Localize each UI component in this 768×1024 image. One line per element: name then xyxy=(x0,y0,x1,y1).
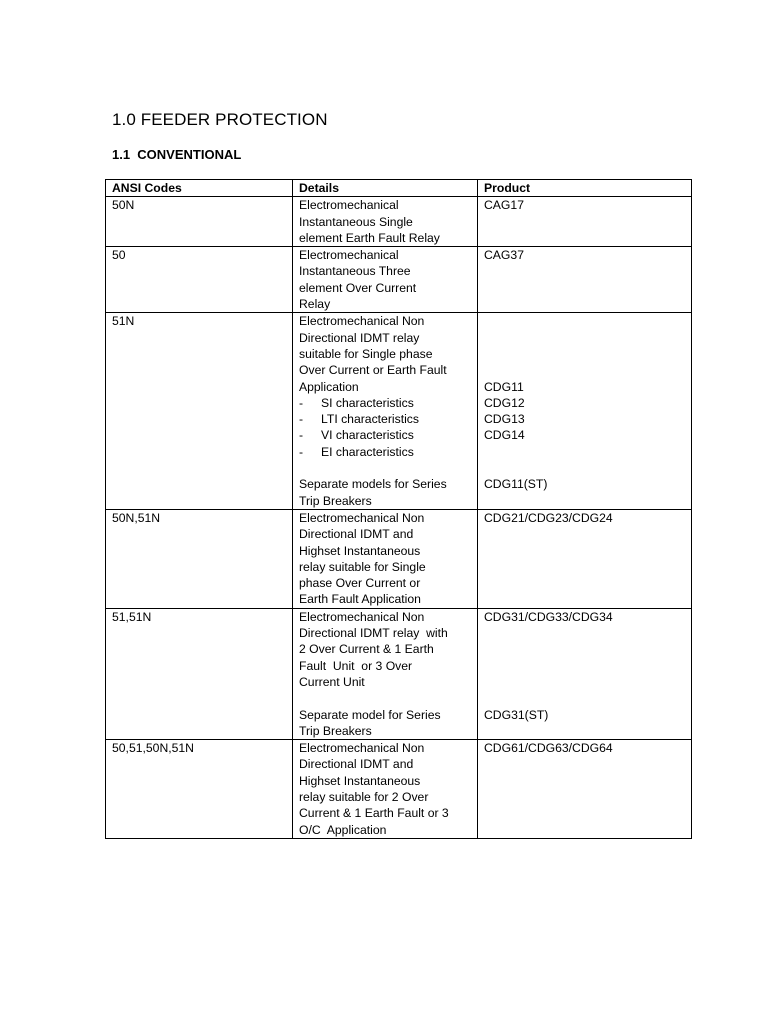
bullet-text: VI characteristics xyxy=(321,428,414,443)
details-line: O/C Application xyxy=(299,822,387,837)
details-line: suitable for Single phase xyxy=(299,346,433,361)
spacer xyxy=(484,444,686,460)
bullet-item xyxy=(299,411,472,427)
details-cell xyxy=(293,608,478,739)
product-cell xyxy=(478,247,692,313)
ansi-code-cell: 50 xyxy=(106,247,293,313)
bullet-item xyxy=(299,444,472,460)
product-name: CDG11(ST) xyxy=(484,477,548,492)
bullet-text: SI characteristics xyxy=(321,395,414,410)
table-row xyxy=(106,740,692,839)
note-line: Separate model for Series xyxy=(299,707,441,722)
details-line: relay suitable for Single xyxy=(299,559,426,574)
details-line: Application xyxy=(299,379,359,394)
details-line: Directional IDMT and xyxy=(299,757,414,772)
spacer xyxy=(484,625,686,641)
table-row xyxy=(106,197,692,247)
spacer xyxy=(299,460,472,476)
details-cell xyxy=(293,313,478,510)
details-line: Electromechanical Non xyxy=(299,741,425,756)
details-line: element Over Current xyxy=(299,280,417,295)
table-row xyxy=(106,247,692,313)
product-cell xyxy=(478,197,692,247)
details-line: Highset Instantaneous xyxy=(299,773,421,788)
product-name: CDG11 xyxy=(484,379,524,394)
product-name: CAG17 xyxy=(484,198,524,213)
details-line: Directional IDMT relay with xyxy=(299,626,448,641)
note-line: Trip Breakers xyxy=(299,723,372,738)
details-line: Electromechanical Non xyxy=(299,609,425,624)
bullet-text: EI characteristics xyxy=(321,444,414,459)
details-line: Over Current or Earth Fault xyxy=(299,363,447,378)
bullet-dash: - xyxy=(299,412,304,427)
details-line: Electromechanical Non xyxy=(299,314,425,329)
product-cell xyxy=(478,740,692,839)
product-name: CDG61/CDG63/CDG64 xyxy=(484,741,613,756)
details-line: Instantaneous Single xyxy=(299,214,413,229)
details-cell xyxy=(293,509,478,608)
table-row xyxy=(106,608,692,739)
note-line: Trip Breakers xyxy=(299,493,372,508)
column-header-ansi-codes: ANSI Codes xyxy=(106,180,293,197)
spacer xyxy=(484,674,686,690)
ansi-code-cell: 50N xyxy=(106,197,293,247)
table-header-row xyxy=(106,180,692,197)
product-name: CDG12 xyxy=(484,395,525,410)
details-line: Directional IDMT and xyxy=(299,527,414,542)
details-cell xyxy=(293,740,478,839)
bullet-dash: - xyxy=(299,444,304,459)
product-cell xyxy=(478,608,692,739)
spacer xyxy=(484,658,686,674)
details-line: relay suitable for 2 Over xyxy=(299,789,429,804)
spacer xyxy=(484,641,686,657)
product-cell xyxy=(478,313,692,510)
table-row xyxy=(106,509,692,608)
details-line: 2 Over Current & 1 Earth xyxy=(299,642,434,657)
details-line: Electromechanical Non xyxy=(299,510,425,525)
ansi-code-cell: 50,51,50N,51N xyxy=(106,740,293,839)
product-name: CDG14 xyxy=(484,428,525,443)
details-line: element Earth Fault Relay xyxy=(299,230,440,245)
product-name: CAG37 xyxy=(484,248,524,263)
ansi-code-cell: 50N,51N xyxy=(106,509,293,608)
details-line: Highset Instantaneous xyxy=(299,543,421,558)
spacer xyxy=(299,690,472,706)
details-cell xyxy=(293,197,478,247)
column-header-product: Product xyxy=(478,180,692,197)
bullet-item xyxy=(299,427,472,443)
product-name: CDG31(ST) xyxy=(484,707,549,722)
details-line: Relay xyxy=(299,297,331,312)
section-title: 1.1 CONVENTIONAL xyxy=(112,147,242,162)
details-line: Fault Unit or 3 Over xyxy=(299,658,413,673)
bullet-text: LTI characteristics xyxy=(321,412,419,427)
details-line: Earth Fault Application xyxy=(299,592,421,607)
details-line: Instantaneous Three xyxy=(299,264,411,279)
bullet-item xyxy=(299,395,472,411)
details-line: Electromechanical xyxy=(299,198,399,213)
product-name: CDG31/CDG33/CDG34 xyxy=(484,609,613,624)
spacer xyxy=(484,346,686,362)
product-cell xyxy=(478,509,692,608)
spacer xyxy=(484,690,686,706)
note-line: Separate models for Series xyxy=(299,477,447,492)
column-header-details: Details xyxy=(293,180,478,197)
details-line: Current Unit xyxy=(299,674,365,689)
product-name: CDG13 xyxy=(484,412,525,427)
table-row xyxy=(106,313,692,510)
details-line: Directional IDMT relay xyxy=(299,330,420,345)
bullet-dash: - xyxy=(299,395,304,410)
spacer xyxy=(484,313,686,329)
bullet-dash: - xyxy=(299,428,304,443)
ansi-code-cell: 51,51N xyxy=(106,608,293,739)
ansi-code-cell: 51N xyxy=(106,313,293,510)
spacer xyxy=(484,330,686,346)
spacer xyxy=(484,362,686,378)
details-line: phase Over Current or xyxy=(299,576,421,591)
spacer xyxy=(484,460,686,476)
page-title: 1.0 FEEDER PROTECTION xyxy=(112,110,328,129)
details-line: Current & 1 Earth Fault or 3 xyxy=(299,806,449,821)
details-line: Electromechanical xyxy=(299,248,399,263)
product-table xyxy=(105,179,692,839)
product-name: CDG21/CDG23/CDG24 xyxy=(484,510,613,525)
details-cell xyxy=(293,247,478,313)
